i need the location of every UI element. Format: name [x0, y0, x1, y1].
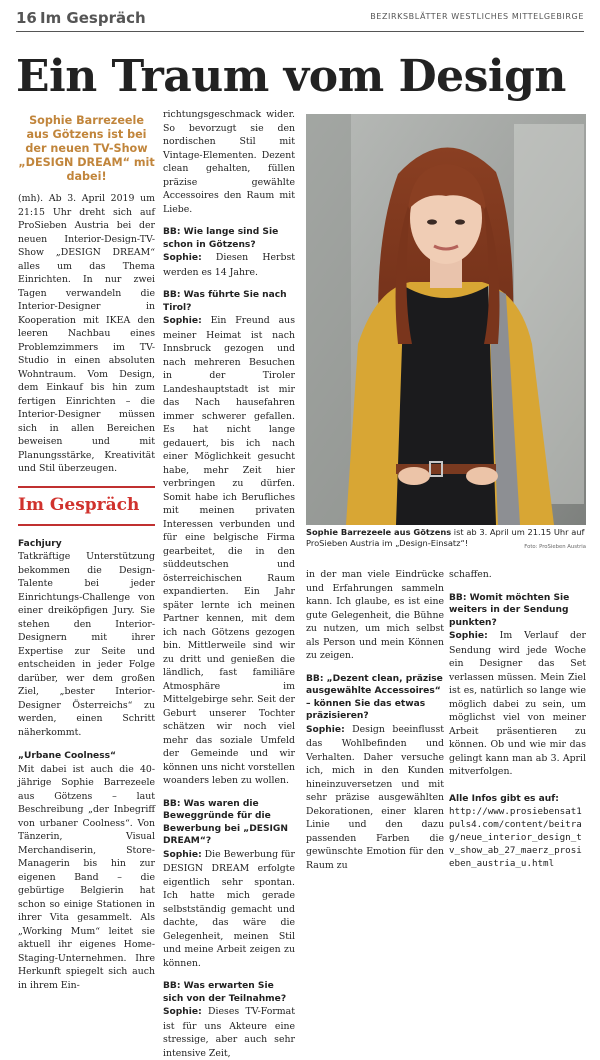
- paragraph-urbane-coolness: Mit dabei ist auch die 40-jährige Sophie Barrezeele aus Götzens – laut Beschreibung „der Inbegriff von urbaner Coolness“. Von Tänzerin, Visual Merchandiserin, Store-Managerin bis hin zur eigenen Band – die gebürtige Belgierin hat schon so einige Stationen in ihrer Vita gesammelt. Als „Working Mum“ leitet sie aktuell ihr eigenes Home-Staging-Unternehmen. Ihre Herkunft spiegelt sich auch in ihrem Ein-: [18, 763, 155, 991]
- article-column-2: [163, 108, 295, 1060]
- question-2: BB: Was führte Sie nach Tirol?: [163, 290, 287, 313]
- article-column-4: [449, 568, 586, 870]
- speaker-label: Sophie:: [163, 849, 202, 860]
- speaker-label: Sophie:: [163, 316, 202, 326]
- intro-paragraph: (mh). Ab 3. April 2019 um 21:15 Uhr dreht sich auf ProSieben Austria bei der neuen Interior-Design-TV-Show „DESIGN DREAM“ alles um das Thema Einrichten. In nur zwei Tagen verwandeln die Interior-Designer in Kooperation mit IKEA den leeren Nachbau eines Problemzimmers im TV-Studio in einen absoluten Wohntraum. Vom Design, dem Einkauf bis hin zum fertigen Einrichten – die Interior-Designer müssen sich in allen Bereichen beweisen und mit Planungsstärke, Kreativität und Stil überzeugen.: [18, 193, 155, 474]
- caption-bold: Sophie Barrezeele aus Götzens: [306, 527, 452, 537]
- subheading-fachjury: Fachjury: [18, 538, 62, 549]
- question-4: BB: Was erwarten Sie sich von der Teilnahme?: [163, 981, 287, 1004]
- subheading-urbane-coolness: „Urbane Coolness“: [18, 751, 117, 761]
- info-title: Alle Infos gibt es auf:: [449, 793, 559, 804]
- speaker-label: Sophie:: [163, 1007, 202, 1017]
- publication-name: BEZIRKSBLÄTTER WESTLICHES MITTELGEBIRGE: [370, 12, 584, 21]
- answer-6: Sophie: Im Verlauf der Sendung wird jede Woche ein Designer das Set verlassen müssen. Mein Ziel ist es, natürlich so lange wie möglich dabei zu sein, um möglichst viel von meiner Arbeit präsentieren zu können. Ob und wie mir das gelingt kann man ab 3. April mitverfolgen.: [449, 630, 586, 777]
- paragraph-continued: richtungsgeschmack wider. So bevorzugt sie den nordischen Stil mit Vintage-Elementen. Dezent clean gehalten, füllen präzise gewählte Accessoires den Raum mit Liebe.: [163, 109, 295, 215]
- caption-text: ist ab 3. April um 21.15 Uhr auf ProSieben Austria im „Design-Einsatz“!: [306, 527, 585, 548]
- question-1: BB: Wie lange sind Sie schon in Götzens?: [163, 227, 279, 250]
- paragraph-continued-2: in der man viele Eindrücke und Erfahrungen sammeln kann. Ich glaube, es ist eine gute Gelegenheit, die Bühne zu nutzen, um mich selbst als Person und mein Können zu zeigen.: [306, 569, 444, 661]
- section-title: Im Gespräch: [40, 9, 146, 27]
- paragraph-continued-3: schaffen.: [449, 569, 492, 580]
- answer-4: Sophie: Dieses TV-Format ist für uns Akteure eine stressige, aber auch sehr intensive Zeit,: [163, 1006, 295, 1059]
- photo-credit: Foto: ProSieben Austria: [524, 544, 586, 550]
- answer-1: Sophie: Diesen Herbst werden es 14 Jahre.: [163, 252, 295, 278]
- portrait-illustration: [306, 114, 586, 525]
- photo-caption: [306, 527, 586, 549]
- question-6: BB: Womit möchten Sie weiters in der Sendung punkten?: [449, 592, 570, 628]
- teaser: Sophie Barrezeele aus Götzens ist bei der neuen TV-Show „DESIGN DREAM“ mit dabei!: [18, 114, 155, 183]
- portrait-photo: [306, 114, 586, 525]
- speaker-label: Sophie:: [306, 724, 345, 735]
- speaker-label: Sophie:: [449, 631, 488, 641]
- paragraph-fachjury: Tatkräftige Unterstützung bekommen die Design-Talente bei jeder Einrichtungs-Challenge von einer dreiköpfigen Jury. Sie stehen den Interior-Designern mit ihrer Expertise zur Seite und entscheiden in jeder Folge darüber, wer dem großen Ziel, „bester Interior-Designer Österreichs“ zu werden, einen Schritt näherkommt.: [18, 551, 155, 738]
- im-gespraech-box: Im Gespräch: [18, 486, 155, 526]
- article-column-3: [306, 568, 444, 872]
- question-3: BB: Was waren die Beweggründe für die Bewerbung bei „DESIGN DREAM“?: [163, 798, 288, 846]
- speaker-label: Sophie:: [163, 253, 202, 263]
- question-5: BB: „Dezent clean, präzise ausgewählte Accessoires“ – können Sie das etwas präzisieren?: [306, 673, 443, 721]
- answer-2: Sophie: Ein Freund aus meiner Heimat ist nach Innsbruck gezogen und nach mehreren Besuchen in der Tiroler Landeshauptstadt ist mir das Nach hausefahren immer schwerer gefallen. Es hat nicht lange gedauert, bis ich nach einer Möglichkeit gesucht habe, mehr Zeit hier verbringen zu dürfen. Somit habe ich Berufliches mit meinen privaten Interessen verbunden und für eine belgische Firma gearbeitet, die in den süddeutschen und österreichischen Raum expandierten. Ein Jahr später lernte ich meinen Partner kennen, mit dem ich nach Götzens gezogen bin. Mittlerweile sind wir zu dritt und genießen die ländlich, fast familiäre Atmosphäre im Mittelgebirge sehr. Seit der Geburt unserer Tochter schätzen wir noch viel mehr das soziale Umfeld der Gemeinde und wir können uns nicht vorstellen woanders leben zu wollen.: [163, 315, 295, 786]
- headline: Ein Traum vom Design: [16, 51, 566, 102]
- answer-3: Sophie: Die Bewerbung für DESIGN DREAM erfolgte eigentlich sehr spontan. Ich hatte mich gerade selbstständig gemacht und dachte, das wäre die Gelegenheit, meinen Stil und meine Arbeit zeigen zu können.: [163, 848, 295, 969]
- page-number: 16: [16, 9, 37, 27]
- page-header: [16, 6, 584, 32]
- article-column-1: [18, 114, 155, 992]
- answer-5: Sophie: Design beeinflusst das Wohlbefinden und Verhalten. Daher versuche ich, mich in den Kunden hineinzuversetzen und mit sehr präzise ausgewählten Dekorationen, einer klaren Linie und den dazu passenden Farben die gewünschte Emotion für den Raum zu: [306, 723, 444, 871]
- info-url[interactable]: http://www.prosiebensat1puls4.com/content/beitrag/neue_interior_design_tv_show_ab_27_maerz_prosieben_austria_u.html: [449, 806, 582, 869]
